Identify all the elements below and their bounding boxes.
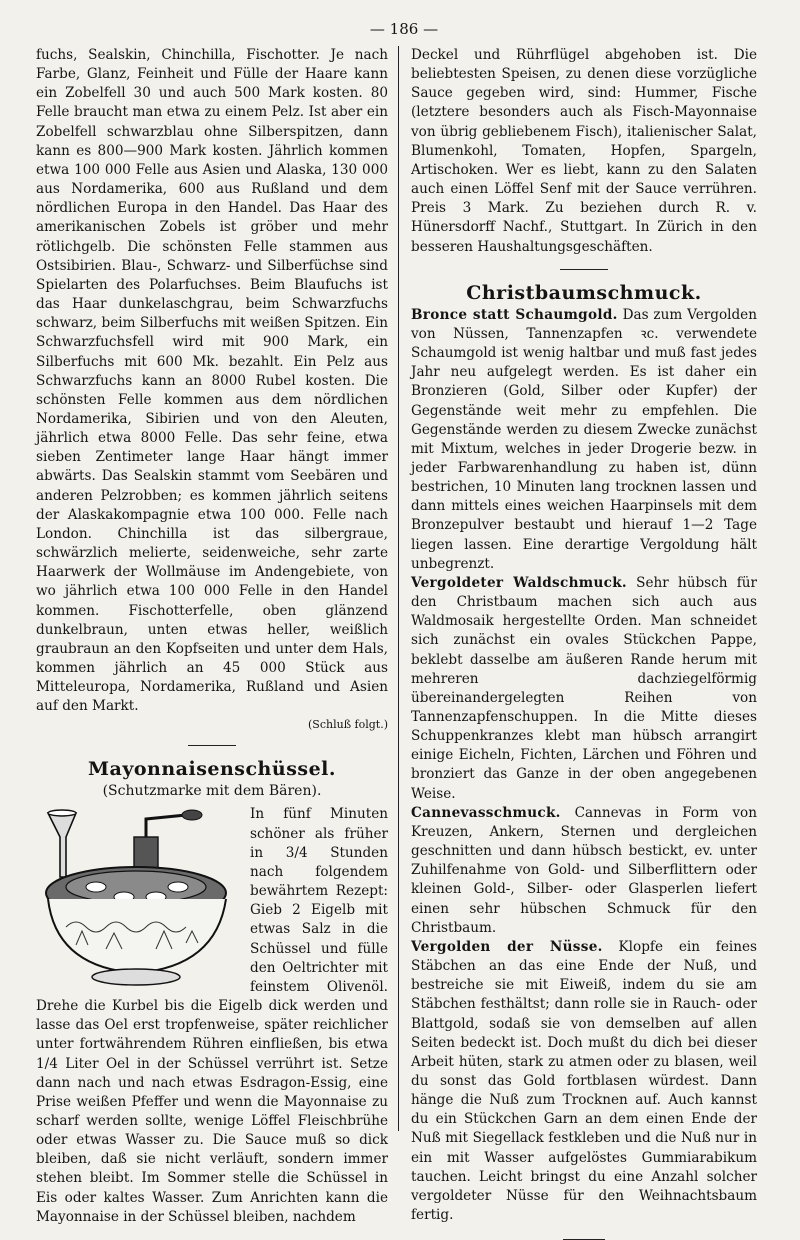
column-divider bbox=[398, 46, 399, 1131]
section-gilding-nuts bbox=[411, 938, 757, 1225]
left-column bbox=[36, 46, 398, 1240]
mayonnaise-bowl-illustration bbox=[36, 807, 242, 989]
right-column bbox=[411, 46, 757, 1240]
mayonnaise-heading: Mayonnaisenschüssel. bbox=[87, 758, 337, 781]
page-number: — 186 — bbox=[369, 20, 439, 38]
section-forest-text: Sehr hübsch für den Christbaum machen sich auch aus Waldmosaik hergestellte Orden. Man schneidet sich zunächst ein ovales Stückchen Pappe, beklebt dasselbe am äußeren Rande herum mit mehreren dachziegelförmig übereinandergelegten Reihen von Tannenzapfenschuppen. In die Mitte dieses Schuppenkranzes klebt man hübsch arrangirt einige Eicheln, Fichten, Lärchen und Föhren und bronziert das Ganze in der oben angegebenen Weise. bbox=[411, 574, 757, 802]
section-nuts-text: Klopfe ein feines Stäbchen an das eine Ende der Nuß, und bestreiche sie mit Eiweiß, indem du sie am Stäbchen festhältst; dann rolle sie in Rauch- oder Blattgold, sodaß sie von demselben auf allen Seiten bedeckt ist. Doch mußt du dich bei dieser Arbeit hüten, stark zu atmen oder zu blasen, weil du sonst das Gold fortblasen würdest. Dann hänge die Nuß zum Trocknen auf. Auch kannst du ein Stückchen Garn an dem einen Ende der Nuß mit Siegellack festkleben und die Nuß nur in ein mit Wasser aufgelöstes Gummiarabikum tauchen. Leicht bringst du eine Anzahl solcher vergoldeter Nüsse für den Weihnachtsbaum fertig. bbox=[411, 938, 757, 1224]
section-forest-decoration bbox=[411, 574, 757, 804]
section-bronze-text: Das zum Vergolden von Nüssen, Tannenzapfen ꝛc. verwendete Schaumgold ist wenig haltbar und muß fast jedes Jahr neu aufgelegt werden. Es ist daher ein Bronzieren (Gold, Silber oder Kupfer) der Gegenstände weit mehr zu empfehlen. Die Gegenstände werden zu diesem Zwecke zunächst mit Mixtum, welches in jeder Drogerie bezw. in jeder Farbwarenhandlung zu haben ist, dünn bestrichen, 10 Minuten lang trocknen lassen und dann mittels eines weichen Haarpinsels mit dem Bronzepulver bestaubt und hierauf 1—2 Tage liegen lassen. Eine derartige Vergoldung hält unbegrenzt. bbox=[411, 306, 757, 572]
christmas-decoration-heading: Christbaumschmuck. bbox=[466, 281, 702, 304]
mayonnaise-subheading: (Schutzmarke mit dem Bären). bbox=[102, 783, 322, 800]
section-divider bbox=[188, 745, 236, 746]
mayonnaise-bowl-drawing bbox=[36, 807, 242, 989]
section-canvas-decoration bbox=[411, 804, 757, 938]
section-bronze bbox=[411, 306, 757, 574]
section-canvas-title: Cannevasschmuck. bbox=[411, 804, 561, 821]
to-be-continued-note: (Schluß folgt.) bbox=[308, 718, 388, 732]
section-forest-title: Vergoldeter Waldschmuck. bbox=[411, 574, 627, 591]
section-bronze-title: Bronce statt Schaumgold. bbox=[411, 306, 618, 323]
section-nuts-title: Vergolden der Nüsse. bbox=[411, 938, 603, 955]
mayonnaise-continuation-text: Deckel und Rührflügel abgehoben ist. Die beliebtesten Speisen, zu denen diese vorzügliche Sauce gegeben wird, sind: Hummer, Fische (letztere besonders auch als Fisch-Mayonnaise von übrig gebliebenem Fisch), italienischer Salat, Blumenkohl, Tomaten, Hopfen, Spargeln, Artischoken. Wer es liebt, kann zu den Salaten auch einen Löffel Senf mit der Sauce verrühren. Preis 3 Mark. Zu beziehen durch R. v. Hünersdorff Nachf., Stuttgart. In Zürich in den besseren Haushaltungsgeschäften. bbox=[411, 47, 757, 255]
two-column-layout bbox=[36, 46, 772, 1240]
fur-article-text: fuchs, Sealskin, Chinchilla, Fischotter. Je nach Farbe, Glanz, Feinheit und Fülle der Haare kann ein Zobelfell 30 und auch 500 Mark kosten. 80 Felle braucht man etwa zu einem Pelz. Ist aber ein Zobelfell schwarzblau ohne Silberspitzen, dann kann es 800—900 Mark kosten. Jährlich kommen etwa 100 000 Felle aus Asien und Alaska, 130 000 aus Nordamerika, 600 aus Rußland und dem nördlichen Europa in den Handel. Das Haar des amerikanischen Zobels ist gröber und mehr rötlichgelb. Die schönsten Felle stammen aus Ostsibirien. Blau-, Schwarz- und Silberfüchse sind Spielarten des Polarfuchses. Beim Blaufuchs ist das Haar dunkelaschgrau, beim Schwarzfuchs schwarz, beim Silberfuchs mit weißen Spitzen. Ein Schwarzfuchsfell wird mit 900 Mark, ein Silberfuchs mit 600 Mk. bezahlt. Ein Pelz aus Schwarzfuchs kann an 8000 Rubel kosten. Die schönsten Felle kommen aus dem nördlichen Nordamerika, Sibirien und von den Aleuten, jährlich etwa 8000 Felle. Das sehr feine, etwa sieben Zentimeter lange Haar hängt immer abwärts. Das Sealskin stammt vom Seebären und anderen Pelzrobben; es kommen jährlich seitens der Alaskakompagnie etwa 100 000. Felle nach London. Chinchilla ist das silbergraue, schwärzlich melierte, seidenweiche, sehr zarte Haarwerk der Wollmäuse im Andengebiete, von wo jährlich etwa 100 000 Felle in den Handel kommen. Fischotterfelle, oben glänzend dunkelbraun, unten etwas heller, weißlich graubraun an den Kopfseiten und unter dem Hals, kommen jährlich an 45 000 Stück aus Mitteleuropa, Nordamerika, Rußland und Asien auf den Markt. bbox=[36, 47, 388, 715]
section-divider bbox=[560, 269, 608, 270]
section-canvas-text: Cannevas in Form von Kreuzen, Ankern, Sternen und dergleichen geschnitten und dann hübsch bestickt, ev. unter Zuhilfenahme von Gold- und Silberflittern oder kleinen Gold-, Silber- oder Glasperlen liefert einen sehr hübschen Schmuck für den Christbaum. bbox=[411, 804, 757, 936]
mayonnaise-recipe-text: In fünf Minuten schöner als früher in 3/4 Stunden nach folgendem bewährtem Rezept: Gieb 2 Eigelb mit etwas Salz in die Schüssel und fülle den Oeltrichter mit feinstem Olivenöl. Drehe die Kurbel bis die Eigelb dick werden und lasse das Oel erst tropfenweise, später reichlicher unter fortwährendem Rühren einfließen, bis etwa 1/4 Liter Oel in der Schüssel verrührt ist. Setze dann nach und nach etwas Esdragon-Essig, eine Prise weißen Pfeffer und wenn die Mayonnaise zu scharf werden sollte, wenige Löffel Fleischbrühe oder etwas Wasser zu. Die Sauce muß so dick bleiben, daß sie nicht verläuft, sondern immer stehen bleibt. Im Sommer stelle die Schüssel in Eis oder kaltes Wasser. Zum Anrichten kann die Mayonnaise in der Schüssel bleiben, nachdem bbox=[36, 806, 388, 1225]
